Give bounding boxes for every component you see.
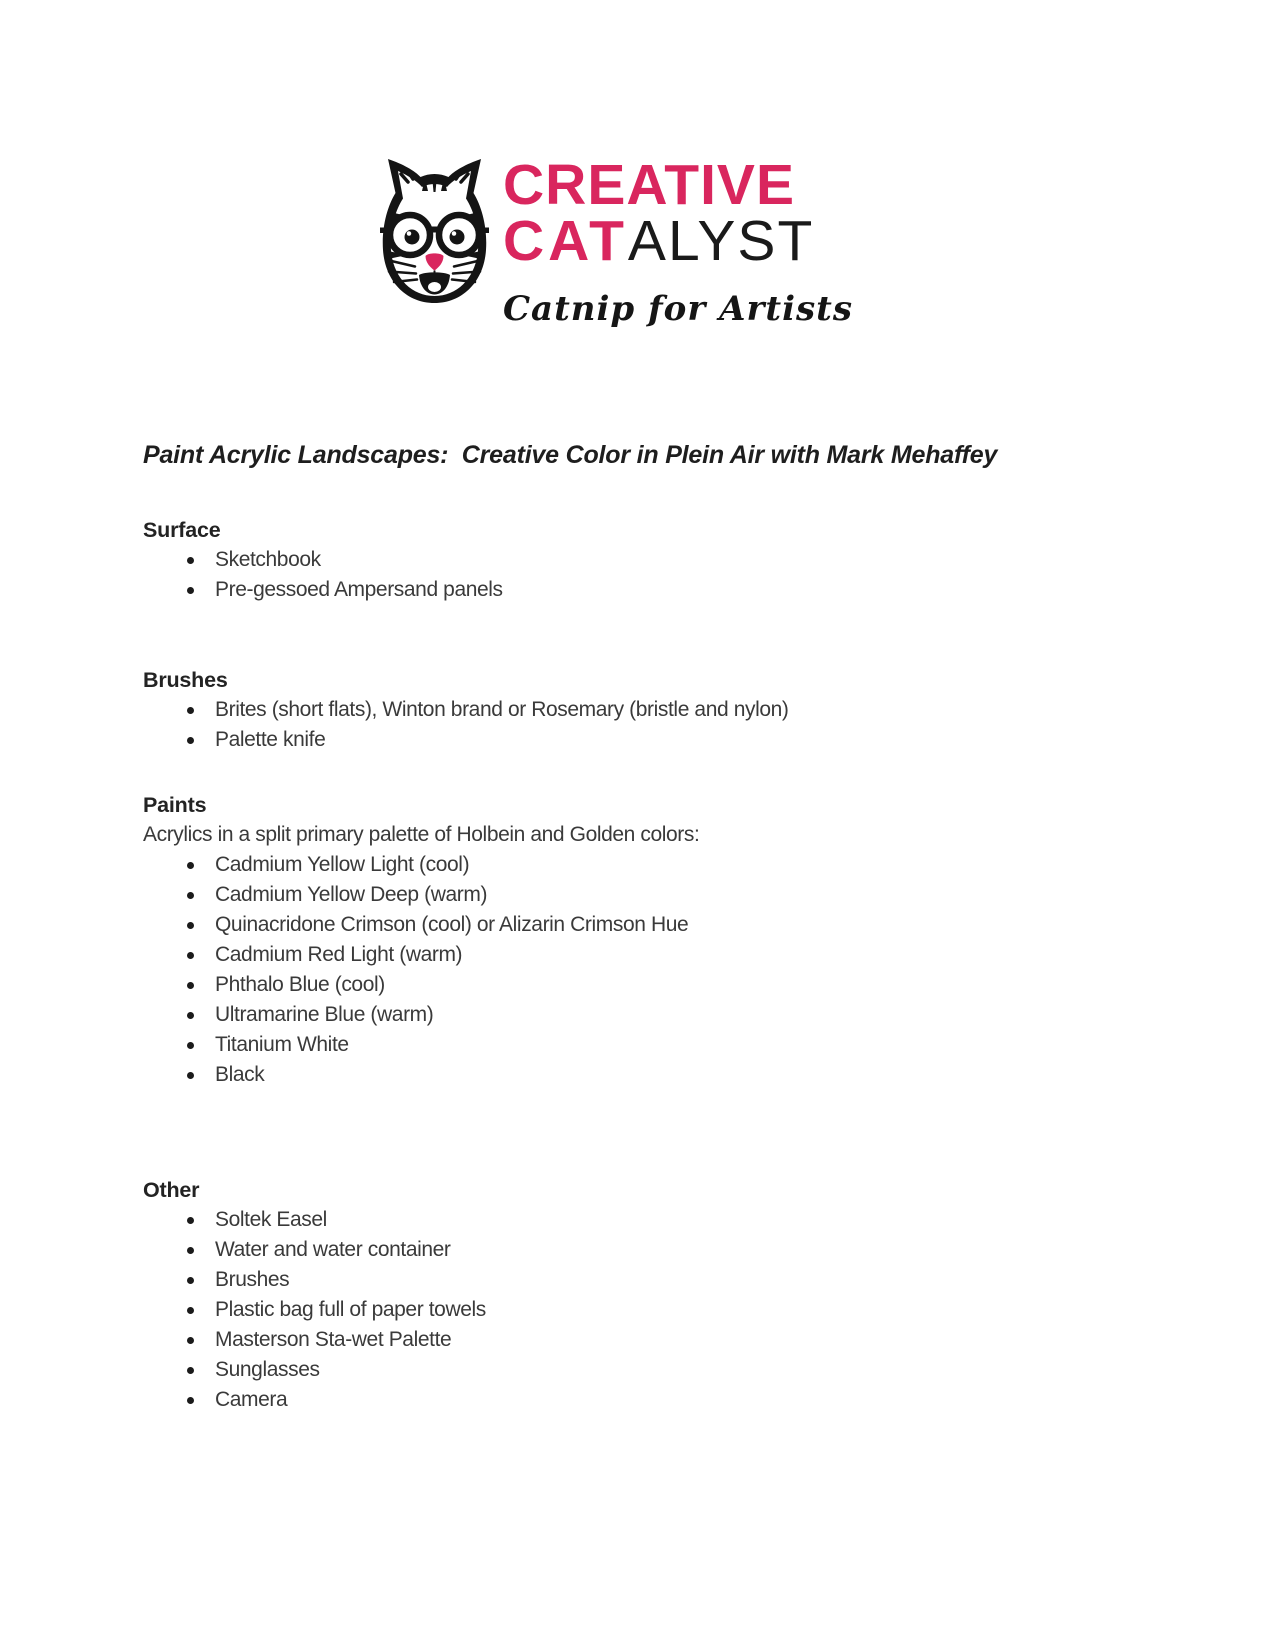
list-item: Water and water container <box>143 1235 1143 1265</box>
brand-logo <box>372 152 853 329</box>
list-item: Cadmium Red Light (warm) <box>143 940 1143 970</box>
list-item: Ultramarine Blue (warm) <box>143 1000 1143 1030</box>
list-item: Pre-gessoed Ampersand panels <box>143 575 1143 605</box>
bullet-list <box>143 545 1143 605</box>
document-section <box>143 1175 1143 1415</box>
list-item: Sunglasses <box>143 1355 1143 1385</box>
brand-word-catalyst <box>503 209 853 285</box>
cat-with-glasses-icon <box>372 152 497 312</box>
list-item: Black <box>143 1060 1143 1090</box>
list-item: Sketchbook <box>143 545 1143 575</box>
list-item: Titanium White <box>143 1030 1143 1060</box>
document-section <box>143 790 1143 1090</box>
section-heading: Surface <box>143 518 221 542</box>
brand-word-cat: CAT <box>503 209 628 273</box>
list-item: Cadmium Yellow Light (cool) <box>143 850 1143 880</box>
page-title: Paint Acrylic Landscapes: Creative Color in Plein Air with Mark Mehaffey <box>143 441 998 469</box>
section-heading: Brushes <box>143 668 228 692</box>
list-item: Cadmium Yellow Deep (warm) <box>143 880 1143 910</box>
bullet-list <box>143 1205 1143 1415</box>
section-heading: Paints <box>143 793 207 817</box>
document-section <box>143 665 1143 755</box>
section-intro: Acrylics in a split primary palette of Holbein and Golden colors: <box>143 823 700 846</box>
list-item: Palette knife <box>143 725 1143 755</box>
section-heading: Other <box>143 1178 200 1202</box>
list-item: Phthalo Blue (cool) <box>143 970 1143 1000</box>
brand-word-alyst: ALYST <box>627 209 815 273</box>
list-item: Masterson Sta-wet Palette <box>143 1325 1143 1355</box>
sections-container <box>143 515 1143 1415</box>
list-item: Soltek Easel <box>143 1205 1143 1235</box>
document-section <box>143 515 1143 605</box>
list-item: Brites (short flats), Winton brand or Rosemary (bristle and nylon) <box>143 695 1143 725</box>
brand-wordmark <box>503 152 853 329</box>
list-item: Quinacridone Crimson (cool) or Alizarin Crimson Hue <box>143 910 1143 940</box>
bullet-list <box>143 695 1143 755</box>
brand-word-creative: CREATIVE <box>503 153 795 217</box>
brand-tagline: Catnip for Artists <box>503 289 853 329</box>
list-item: Plastic bag full of paper towels <box>143 1295 1143 1325</box>
document-content <box>143 440 1143 1415</box>
list-item: Camera <box>143 1385 1143 1415</box>
bullet-list <box>143 850 1143 1090</box>
list-item: Brushes <box>143 1265 1143 1295</box>
